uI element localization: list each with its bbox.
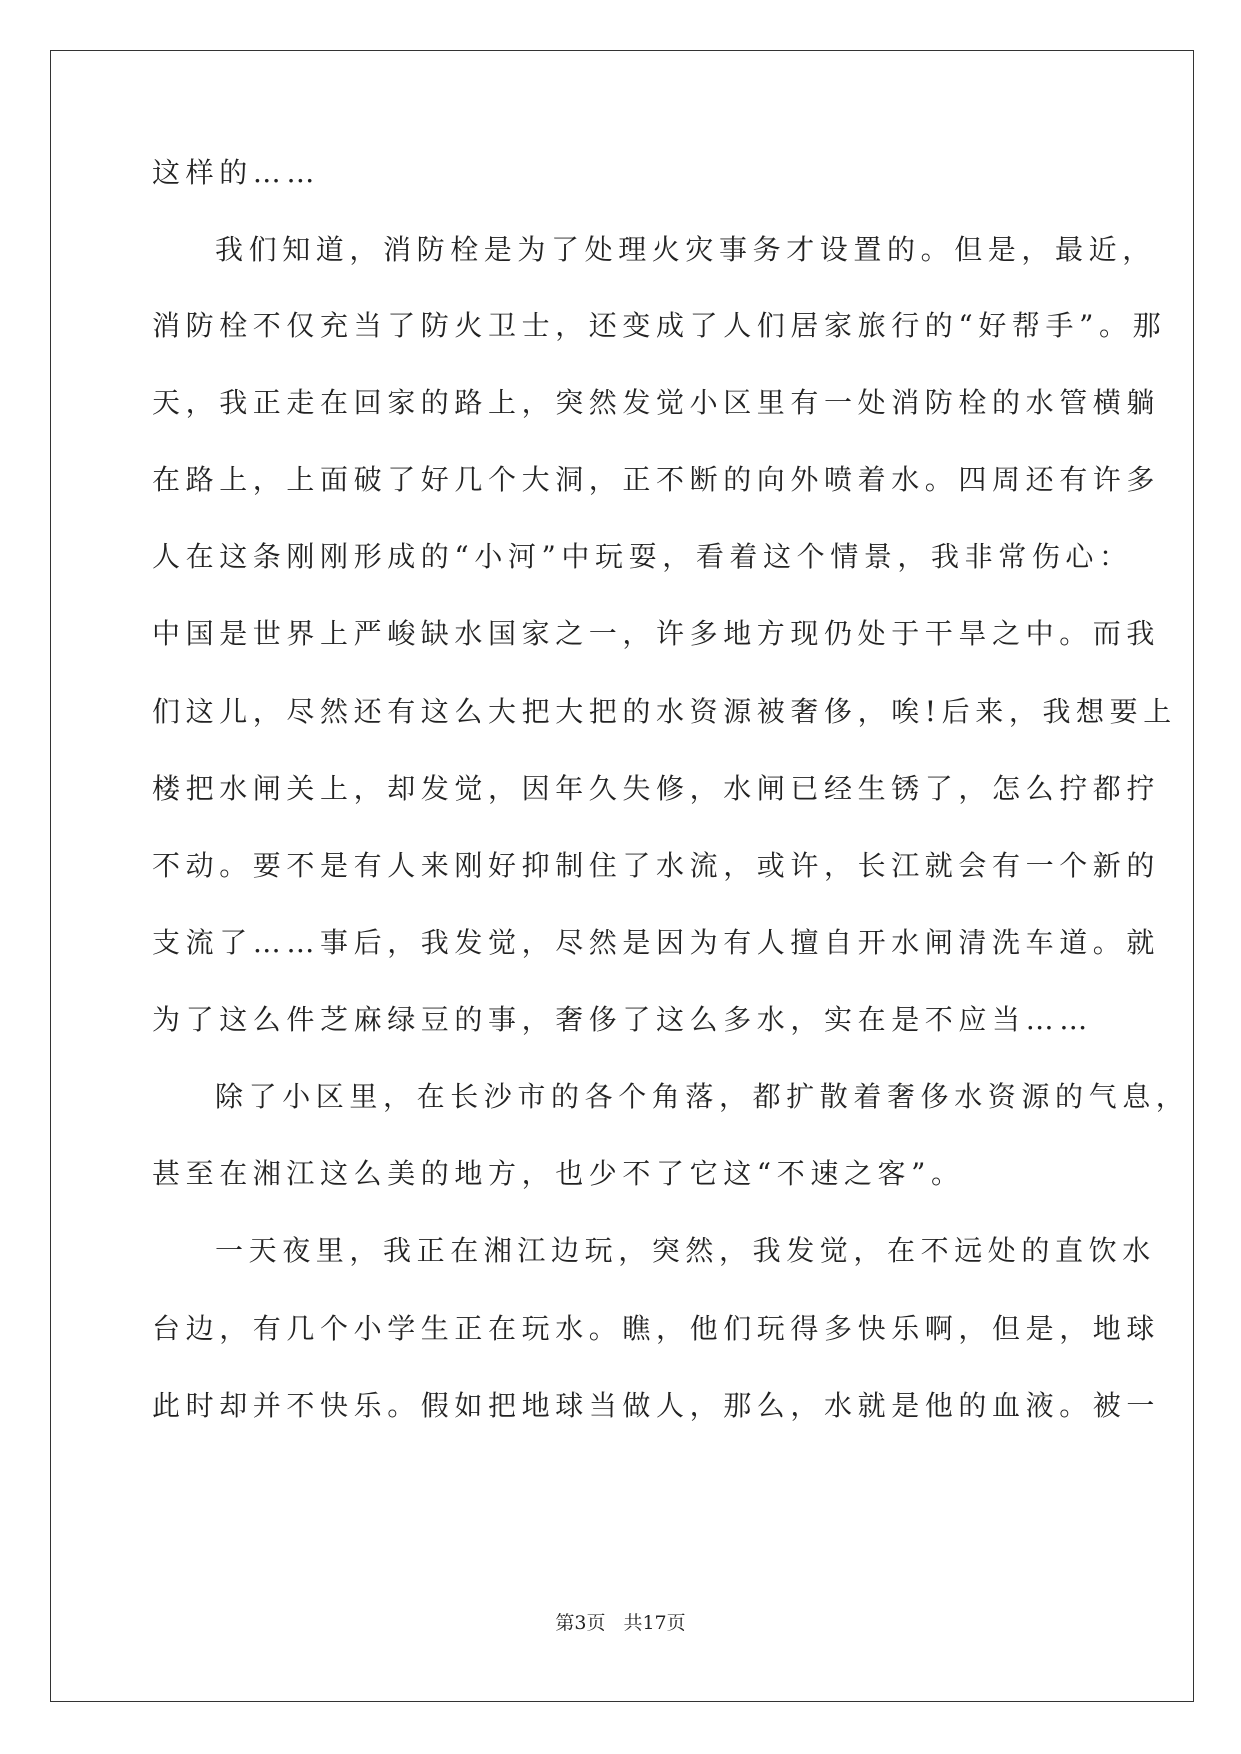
text-line: 我们知道，消防栓是为了处理火灾事务才设置的。但是，最近， <box>215 233 1156 266</box>
text-line: 中国是世界上严峻缺水国家之一，许多地方现仍处于干旱之中。而我 <box>152 617 1161 650</box>
text-line: 在路上，上面破了好几个大洞，正不断的向外喷着水。四周还有许多 <box>152 463 1161 496</box>
text-line: 不动。要不是有人来刚好抑制住了水流，或许，长江就会有一个新的 <box>152 849 1161 882</box>
text-line: 楼把水闸关上，却发觉，因年久失修，水闸已经生锈了，怎么拧都拧 <box>152 772 1161 805</box>
page-total: 共17页 <box>623 1612 686 1634</box>
page-footer <box>0 1610 1241 1636</box>
text-line: 这样的…… <box>152 156 321 189</box>
text-line: 除了小区里，在长沙市的各个角落，都扩散着奢侈水资源的气息， <box>215 1080 1190 1113</box>
text-line: 支流了……事后，我发觉，尽然是因为有人擅自开水闸清洗车道。就 <box>152 926 1161 959</box>
text-line: 一天夜里，我正在湘江边玩，突然，我发觉，在不远处的直饮水 <box>215 1234 1156 1267</box>
text-line: 天，我正走在回家的路上，突然发觉小区里有一处消防栓的水管横躺 <box>152 386 1161 419</box>
page-number: 第3页 <box>555 1612 606 1634</box>
text-line: 人在这条刚刚形成的“小河”中玩耍，看着这个情景，我非常伤心： <box>152 540 1133 573</box>
text-line: 为了这么件芝麻绿豆的事，奢侈了这么多水，实在是不应当…… <box>152 1003 1093 1036</box>
text-line: 甚至在湘江这么美的地方，也少不了它这“不速之客”。 <box>152 1157 965 1190</box>
text-line: 们这儿，尽然还有这么大把大把的水资源被奢侈，唉!后来，我想要上 <box>152 695 1177 728</box>
text-line: 此时却并不快乐。假如把地球当做人，那么，水就是他的血液。被一 <box>152 1389 1161 1422</box>
text-line: 消防栓不仅充当了防火卫士，还变成了人们居家旅行的“好帮手”。那 <box>152 309 1167 342</box>
text-line: 台边，有几个小学生正在玩水。瞧，他们玩得多快乐啊，但是，地球 <box>152 1312 1161 1345</box>
